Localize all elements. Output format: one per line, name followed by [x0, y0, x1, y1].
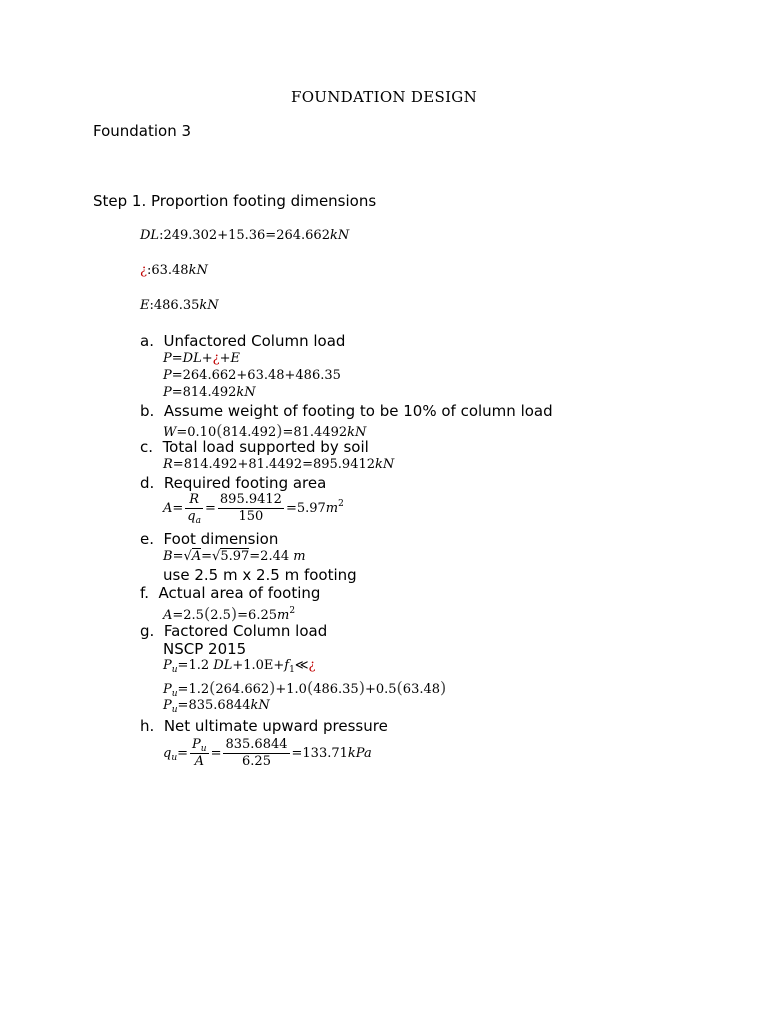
- live-load-line: ¿:63.48kN: [140, 263, 208, 278]
- item-c: c. Total load supported by soil: [140, 438, 369, 456]
- item-h: h. Net ultimate upward pressure: [140, 717, 388, 735]
- eq-c: R=814.492+81.4492=895.9412kN: [163, 457, 395, 472]
- footing-size-note: use 2.5 m x 2.5 m footing: [163, 566, 357, 584]
- dead-load-line: DL:249.302+15.36=264.662kN: [140, 228, 350, 243]
- eq-f: $A=2.5(2.5)=6.25m^2$: [163, 604, 296, 623]
- foundation-label: Foundation 3: [93, 122, 192, 140]
- eq-a-formula: P=DL+¿+E: [163, 351, 241, 366]
- eq-d: A= $\frac{R}{q_a}$ = $\frac{895.9412}{150}$ $=5.97m^2$: [163, 492, 344, 526]
- item-g: g. Factored Column load: [140, 622, 328, 640]
- eq-h: $q_u=$ $\frac{P_u}{A}$ = $\frac{835.6844}{6.25}$ =133.71kPa: [163, 737, 372, 769]
- earthquake-load-line: E:486.35kN: [140, 298, 219, 313]
- eq-e: B=√A=√5.97=2.44 m: [163, 549, 306, 564]
- item-d: d. Required footing area: [140, 474, 327, 492]
- page-title: FOUNDATION DESIGN: [290, 88, 477, 106]
- item-a: a. Unfactored Column load: [140, 332, 346, 350]
- eq-b: W=0.10(814.492)=81.4492kN: [163, 421, 367, 440]
- code-reference: NSCP 2015: [163, 640, 247, 658]
- step-heading: Step 1. Proportion footing dimensions: [93, 192, 377, 210]
- item-f: f. Actual area of footing: [140, 584, 321, 602]
- eq-g-formula: $P_u=1.2$ $DL+1.0E+f_1≪¿$: [163, 658, 316, 675]
- eq-g-substitution: $P_u=1.2(264.662)+1.0(486.35)+0.5(63.48)$: [163, 678, 447, 699]
- item-e: e. Foot dimension: [140, 530, 279, 548]
- eq-a-substitution: P=264.662+63.48+486.35: [163, 368, 341, 383]
- eq-a-result: P=814.492kN: [163, 385, 256, 400]
- eq-g-result: $P_u=835.6844kN$: [163, 698, 270, 715]
- item-b: b. Assume weight of footing to be 10% of column load: [140, 402, 553, 420]
